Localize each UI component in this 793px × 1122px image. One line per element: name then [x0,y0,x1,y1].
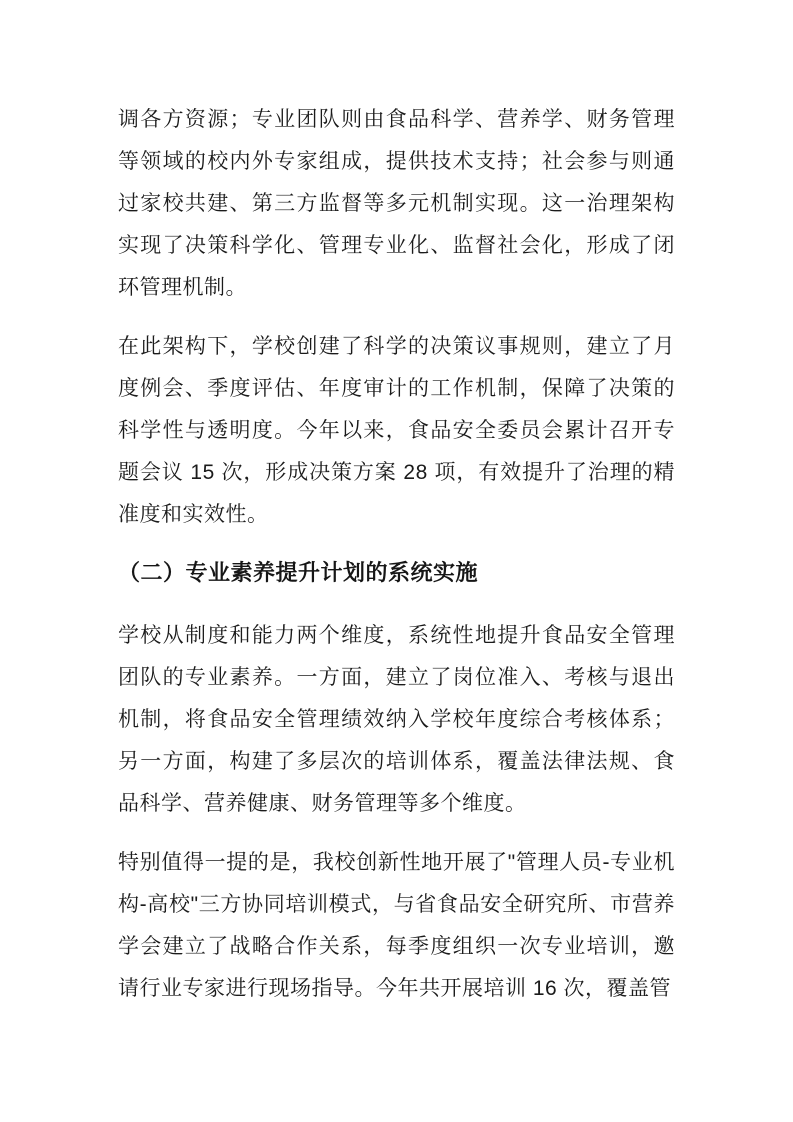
body-paragraph-training-mode-truncated: 特别值得一提的是，我校创新性地开展了"管理人员-专业机构-高校"三方协同培训模式，与省食品安全研究所、市营养学会建立了战略合作关系，每季度组织一次专业培训，邀请行业专家进行现场指导。今年共开展培训 16 次，覆盖管 [118,851,675,1000]
body-paragraph-decision-mechanism: 在此架构下，学校创建了科学的决策议事规则，建立了月度例会、季度评估、年度审计的工作机制，保障了决策的科学性与透明度。今年以来，食品安全委员会累计召开专题会议 15 次，形成决策方案 28 项，有效提升了治理的精准度和实效性。 [118,335,675,526]
body-paragraph-governance-structure: 调各方资源；专业团队则由食品科学、营养学、财务管理等领域的校内外专家组成，提供技术支持；社会参与则通过家校共建、第三方监督等多元机制实现。这一治理架构实现了决策科学化、管理专业化、监督社会化，形成了闭环管理机制。 [118,108,675,299]
section-heading-professional-quality-plan: （二）专业素养提升计划的系统实施 [118,560,479,585]
body-paragraph-institution-capability: 学校从制度和能力两个维度，系统性地提升食品安全管理团队的专业素养。一方面，建立了岗位准入、考核与退出机制，将食品安全管理绩效纳入学校年度综合考核体系；另一方面，构建了多层次的培训体系，覆盖法律法规、食品科学、营养健康、财务管理等多个维度。 [118,624,675,815]
